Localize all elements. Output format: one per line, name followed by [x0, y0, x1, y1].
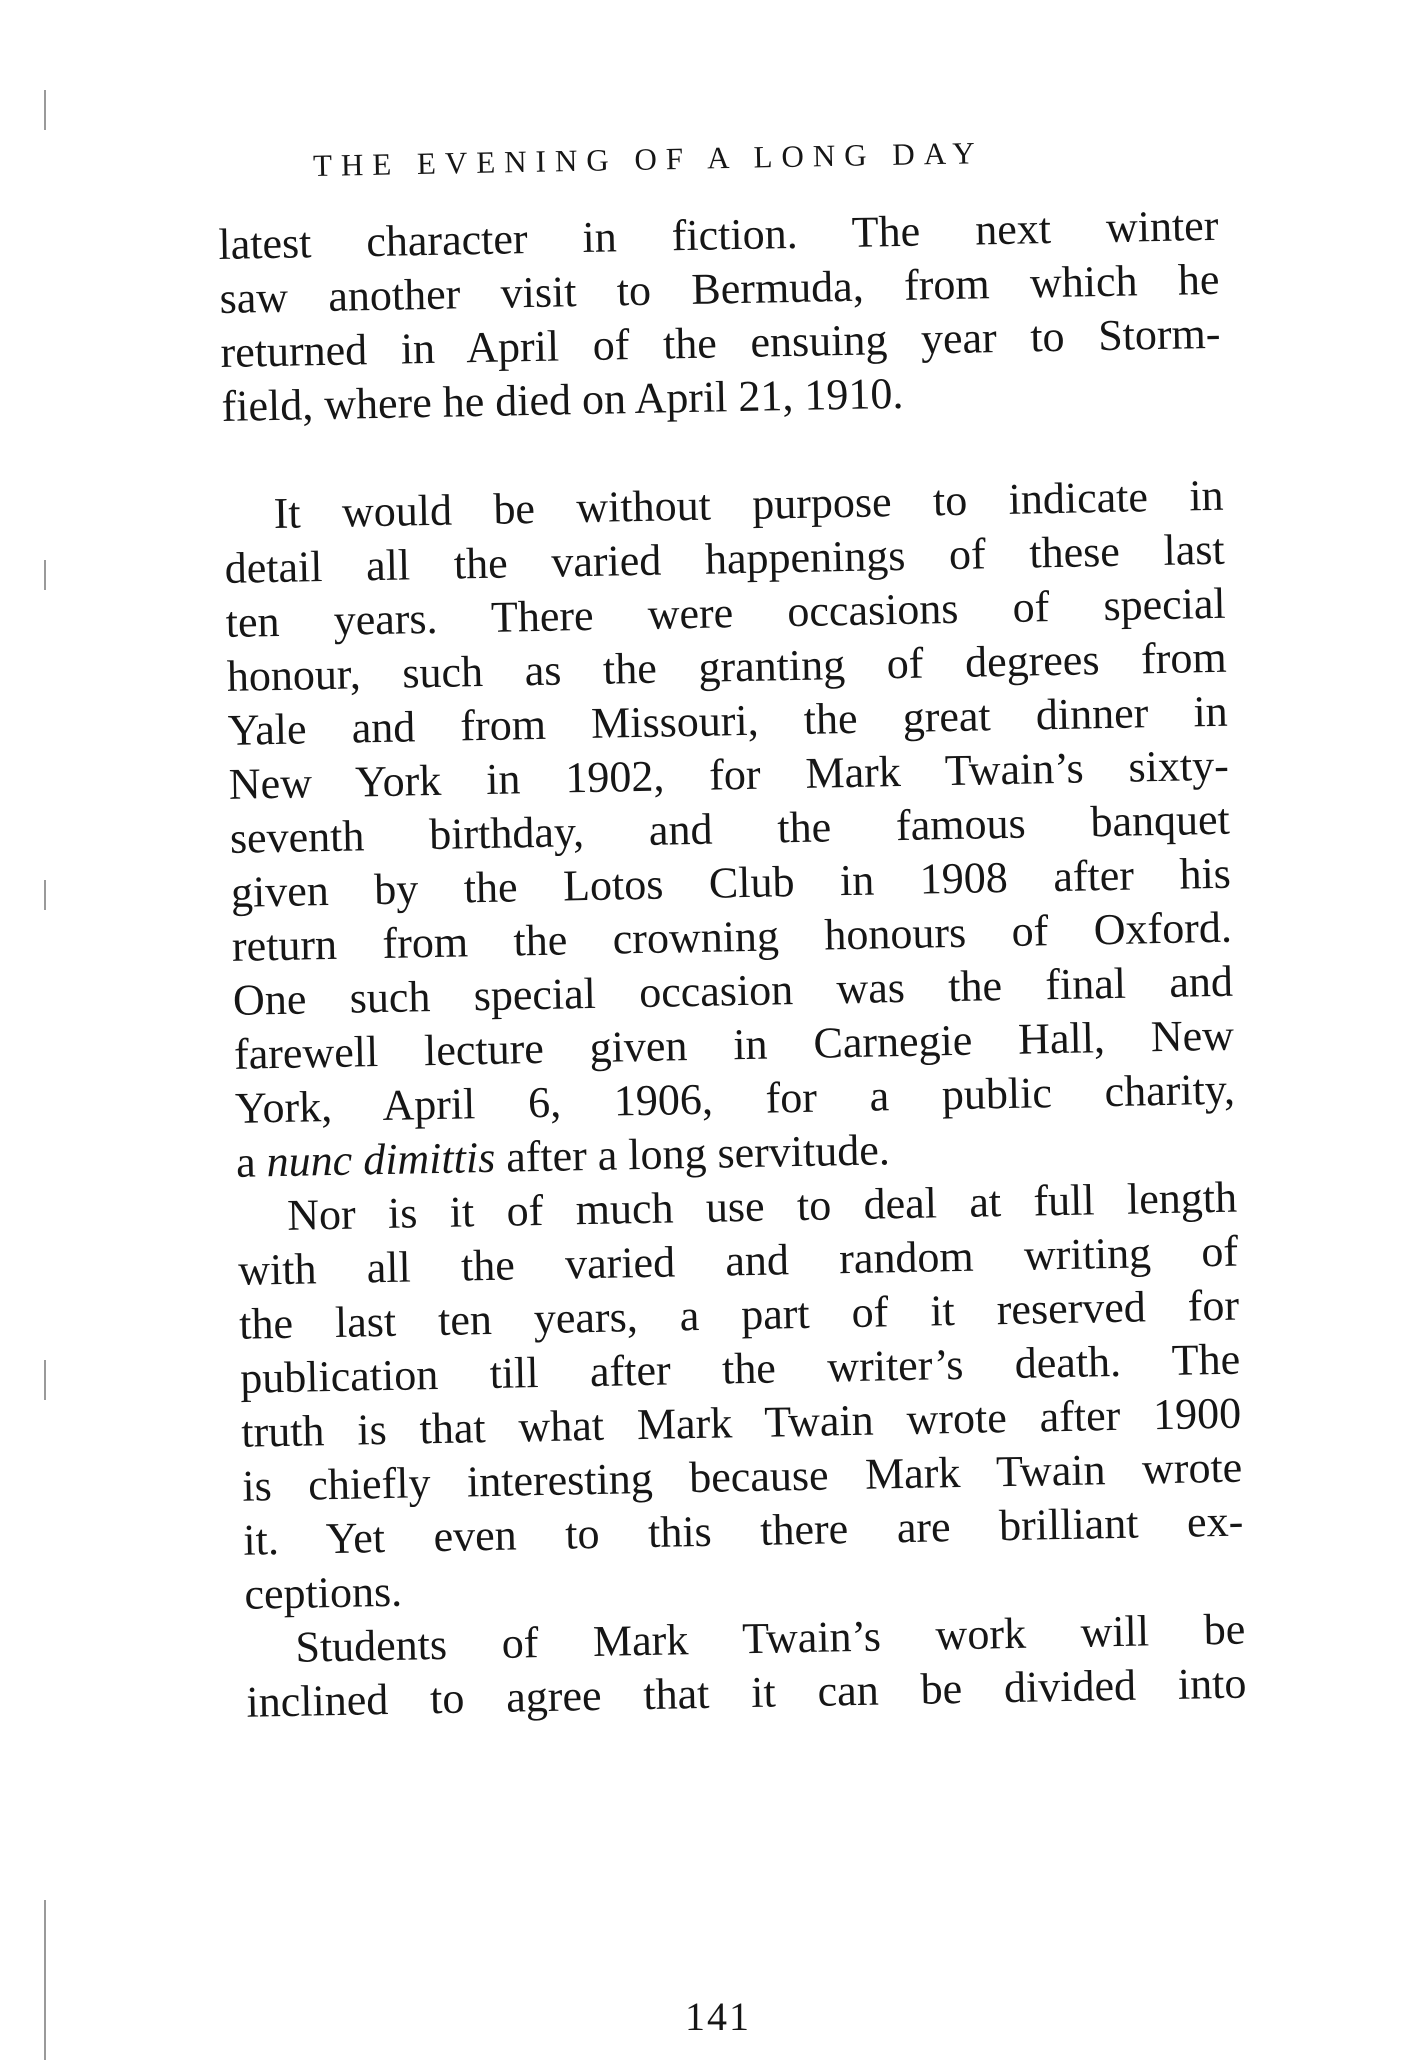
text-line: is chiefly interesting because Mark Twain wrote: [241, 1442, 1243, 1511]
text-line: One such special occasion was the final and: [232, 956, 1234, 1025]
text-line: farewell lecture given in Carnegie Hall, New: [233, 1010, 1235, 1079]
text-line: inclined to agree that it can be divided into: [246, 1658, 1247, 1727]
text-line: York, April 6, 1906, for a public charity,: [234, 1064, 1236, 1133]
text-line: publication till after the writer’s death. The: [239, 1334, 1241, 1403]
text-line: latest character in fiction. The next winter: [218, 200, 1219, 269]
text-line: Nor is it of much use to deal at full length: [286, 1172, 1238, 1240]
scan-edge-mark: [44, 1360, 46, 1400]
text-line: saw another visit to Bermuda, from which he: [219, 254, 1220, 323]
page-number: 141: [685, 1994, 751, 2039]
text-line: seventh birthday, and the famous banquet: [229, 794, 1231, 863]
text-line: it. Yet even to this there are brilliant ex-: [242, 1496, 1244, 1565]
text-line: ten years. There were occasions of special: [225, 578, 1227, 647]
text-line: with all the varied and random writing of: [237, 1226, 1239, 1295]
text-line: given by the Lotos Club in 1908 after his: [230, 848, 1232, 917]
body-text: [218, 199, 1247, 1730]
text-line: honour, such as the granting of degrees from: [226, 632, 1228, 701]
text-line: Yale and from Missouri, the great dinner in: [227, 686, 1229, 755]
text-line: field, where he died on April 21, 1910.: [221, 368, 904, 431]
text-line: the last ten years, a part of it reserved for: [238, 1280, 1240, 1349]
text-line: Students of Mark Twain’s work will be: [294, 1604, 1246, 1672]
text-line: ceptions.: [243, 1566, 403, 1619]
text-line: New York in 1902, for Mark Twain’s sixty-: [228, 740, 1230, 809]
text-line: return from the crowning honours of Oxford.: [231, 902, 1233, 971]
text-line: It would be without purpose to indicate in: [273, 470, 1224, 538]
text-line: returned in April of the ensuing year to Storm-: [220, 308, 1221, 377]
text-line: a nunc dimittis after a long servitude.: [235, 1125, 891, 1187]
text-line: truth is that what Mark Twain wrote after 1900: [240, 1388, 1242, 1457]
scan-edge-mark: [44, 1900, 46, 2060]
scan-edge-mark: [44, 90, 46, 130]
scan-edge-mark: [44, 560, 46, 590]
scan-edge-mark: [44, 880, 46, 910]
text-line: detail all the varied happenings of these last: [224, 524, 1226, 593]
italic-phrase: nunc dimittis: [266, 1132, 496, 1187]
running-head: THE EVENING OF A LONG DAY: [312, 135, 984, 183]
